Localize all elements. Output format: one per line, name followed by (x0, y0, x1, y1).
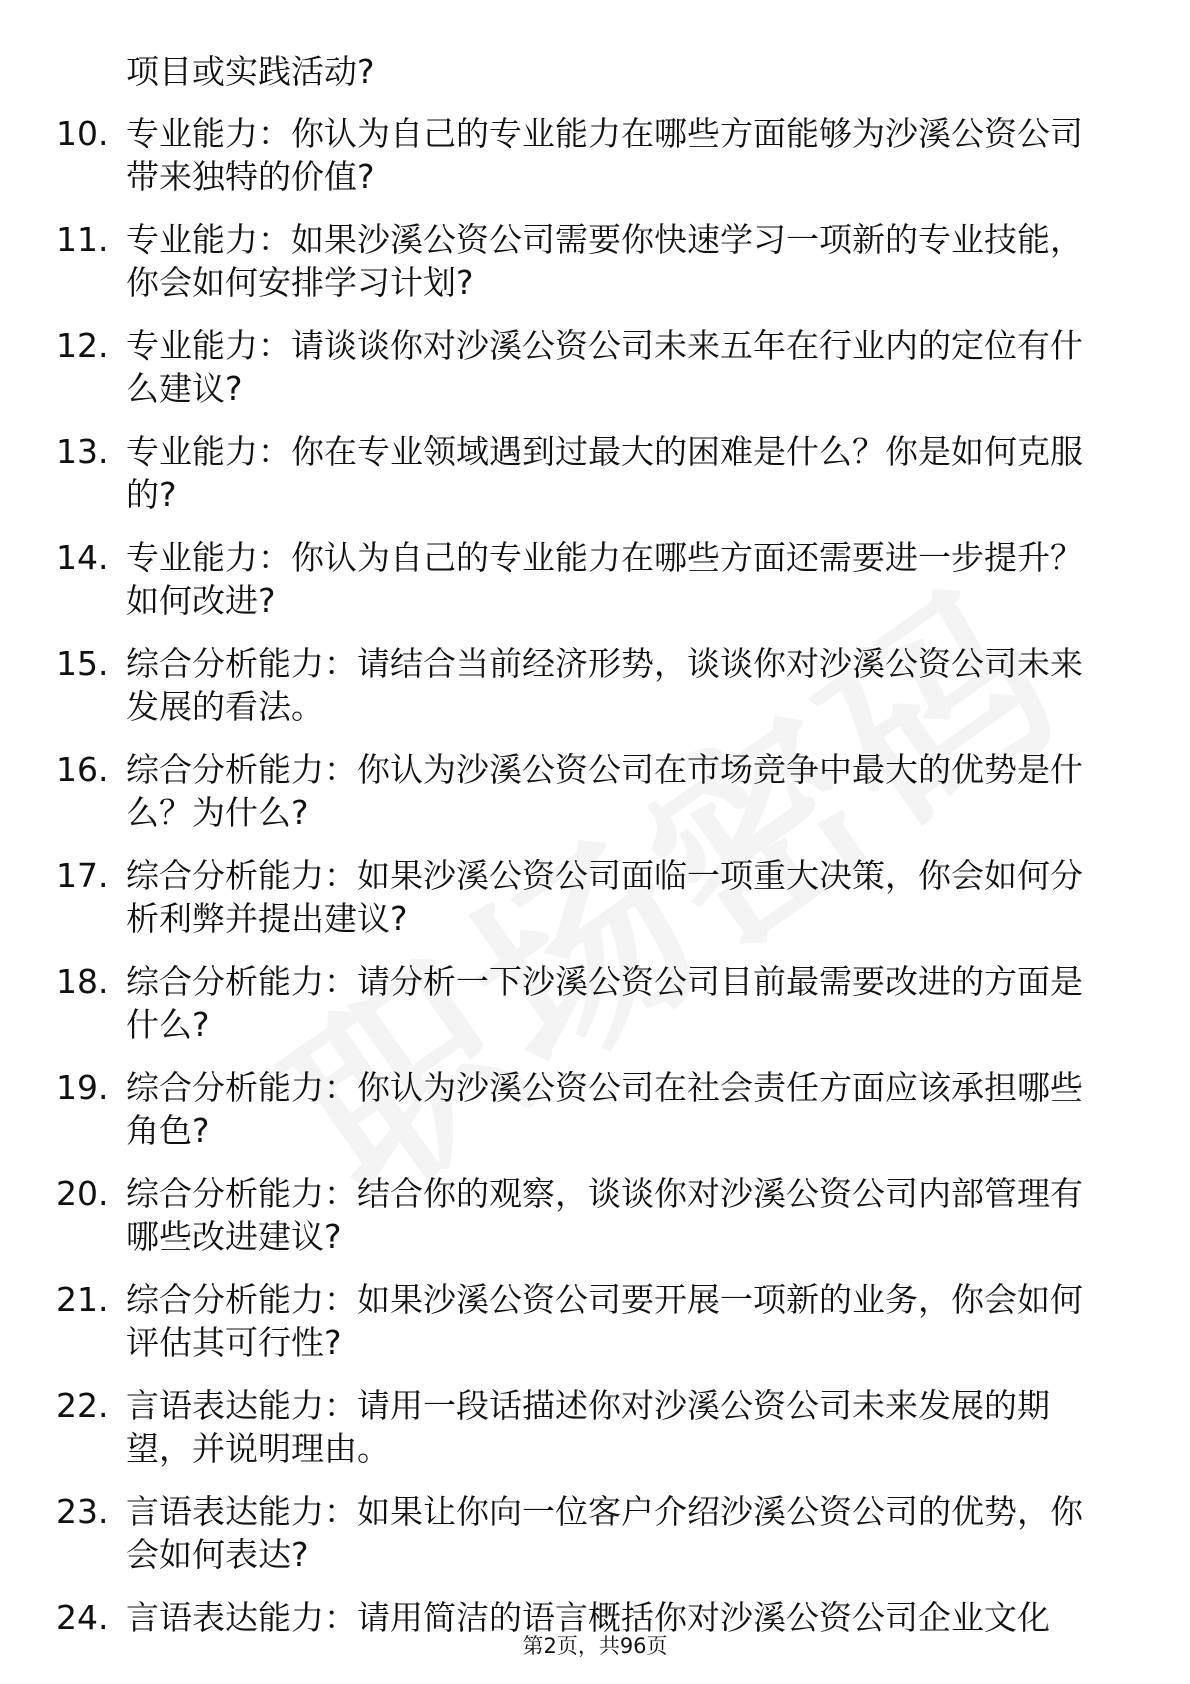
question-item (0, 1278, 1106, 1364)
question-number: 17. (56, 856, 109, 895)
question-item (0, 1172, 1106, 1258)
question-number: 13. (56, 432, 109, 471)
question-number: 23. (56, 1492, 109, 1531)
question-number: 12. (56, 326, 109, 365)
question-text: 综合分析能力：如果沙溪公资公司要开展一项新的业务，你会如何评估其可行性? (126, 1280, 1083, 1362)
question-item (0, 1066, 1106, 1152)
question-number: 20. (56, 1174, 109, 1213)
question-text: 言语表达能力：请用简洁的语言概括你对沙溪公资公司企业文化 (126, 1598, 1050, 1637)
question-item (0, 430, 1106, 516)
question-number: 11. (56, 220, 109, 259)
question-item (0, 112, 1106, 198)
question-text: 综合分析能力：请分析一下沙溪公资公司目前最需要改进的方面是什么? (126, 962, 1083, 1044)
question-text: 综合分析能力：如果沙溪公资公司面临一项重大决策，你会如何分析利弊并提出建议? (126, 856, 1083, 938)
question-number: 21. (56, 1280, 109, 1319)
question-text: 专业能力：如果沙溪公资公司需要你快速学习一项新的专业技能，你会如何安排学习计划? (126, 220, 1083, 302)
question-item (0, 536, 1106, 622)
question-number: 16. (56, 750, 109, 789)
question-text: 综合分析能力：你认为沙溪公资公司在市场竞争中最大的优势是什么？为什么? (126, 750, 1083, 832)
question-text: 言语表达能力：请用一段话描述你对沙溪公资公司未来发展的期望，并说明理由。 (126, 1386, 1050, 1468)
question-text: 专业能力：你认为自己的专业能力在哪些方面还需要进一步提升？如何改进? (126, 538, 1083, 620)
question-number: 10. (56, 114, 109, 153)
question-text: 综合分析能力：请结合当前经济形势，谈谈你对沙溪公资公司未来发展的看法。 (126, 644, 1083, 726)
page-indicator: 第2页，共96页 (522, 1634, 668, 1658)
question-item (0, 748, 1106, 834)
question-number: 24. (56, 1598, 109, 1637)
question-item (0, 1490, 1106, 1576)
question-list (0, 50, 1190, 1659)
question-text: 言语表达能力：如果让你向一位客户介绍沙溪公资公司的优势，你会如何表达? (126, 1492, 1083, 1574)
continuation-text: 项目或实践活动? (126, 52, 375, 91)
question-item (0, 218, 1106, 304)
question-number: 18. (56, 962, 109, 1001)
question-number: 15. (56, 644, 109, 683)
question-text: 专业能力：请谈谈你对沙溪公资公司未来五年在行业内的定位有什么建议? (126, 326, 1083, 408)
question-text: 综合分析能力：你认为沙溪公资公司在社会责任方面应该承担哪些角色? (126, 1068, 1083, 1150)
question-item (0, 854, 1106, 940)
question-text: 综合分析能力：结合你的观察，谈谈你对沙溪公资公司内部管理有哪些改进建议? (126, 1174, 1083, 1256)
question-text: 专业能力：你在专业领域遇到过最大的困难是什么？你是如何克服的? (126, 432, 1083, 514)
question-item (0, 324, 1106, 410)
question-number: 22. (56, 1386, 109, 1425)
question-text: 专业能力：你认为自己的专业能力在哪些方面能够为沙溪公资公司带来独特的价值? (126, 114, 1083, 196)
question-item (0, 960, 1106, 1046)
question-number: 19. (56, 1068, 109, 1107)
question-item (0, 1384, 1106, 1470)
question-item (0, 642, 1106, 728)
question-number: 14. (56, 538, 109, 577)
